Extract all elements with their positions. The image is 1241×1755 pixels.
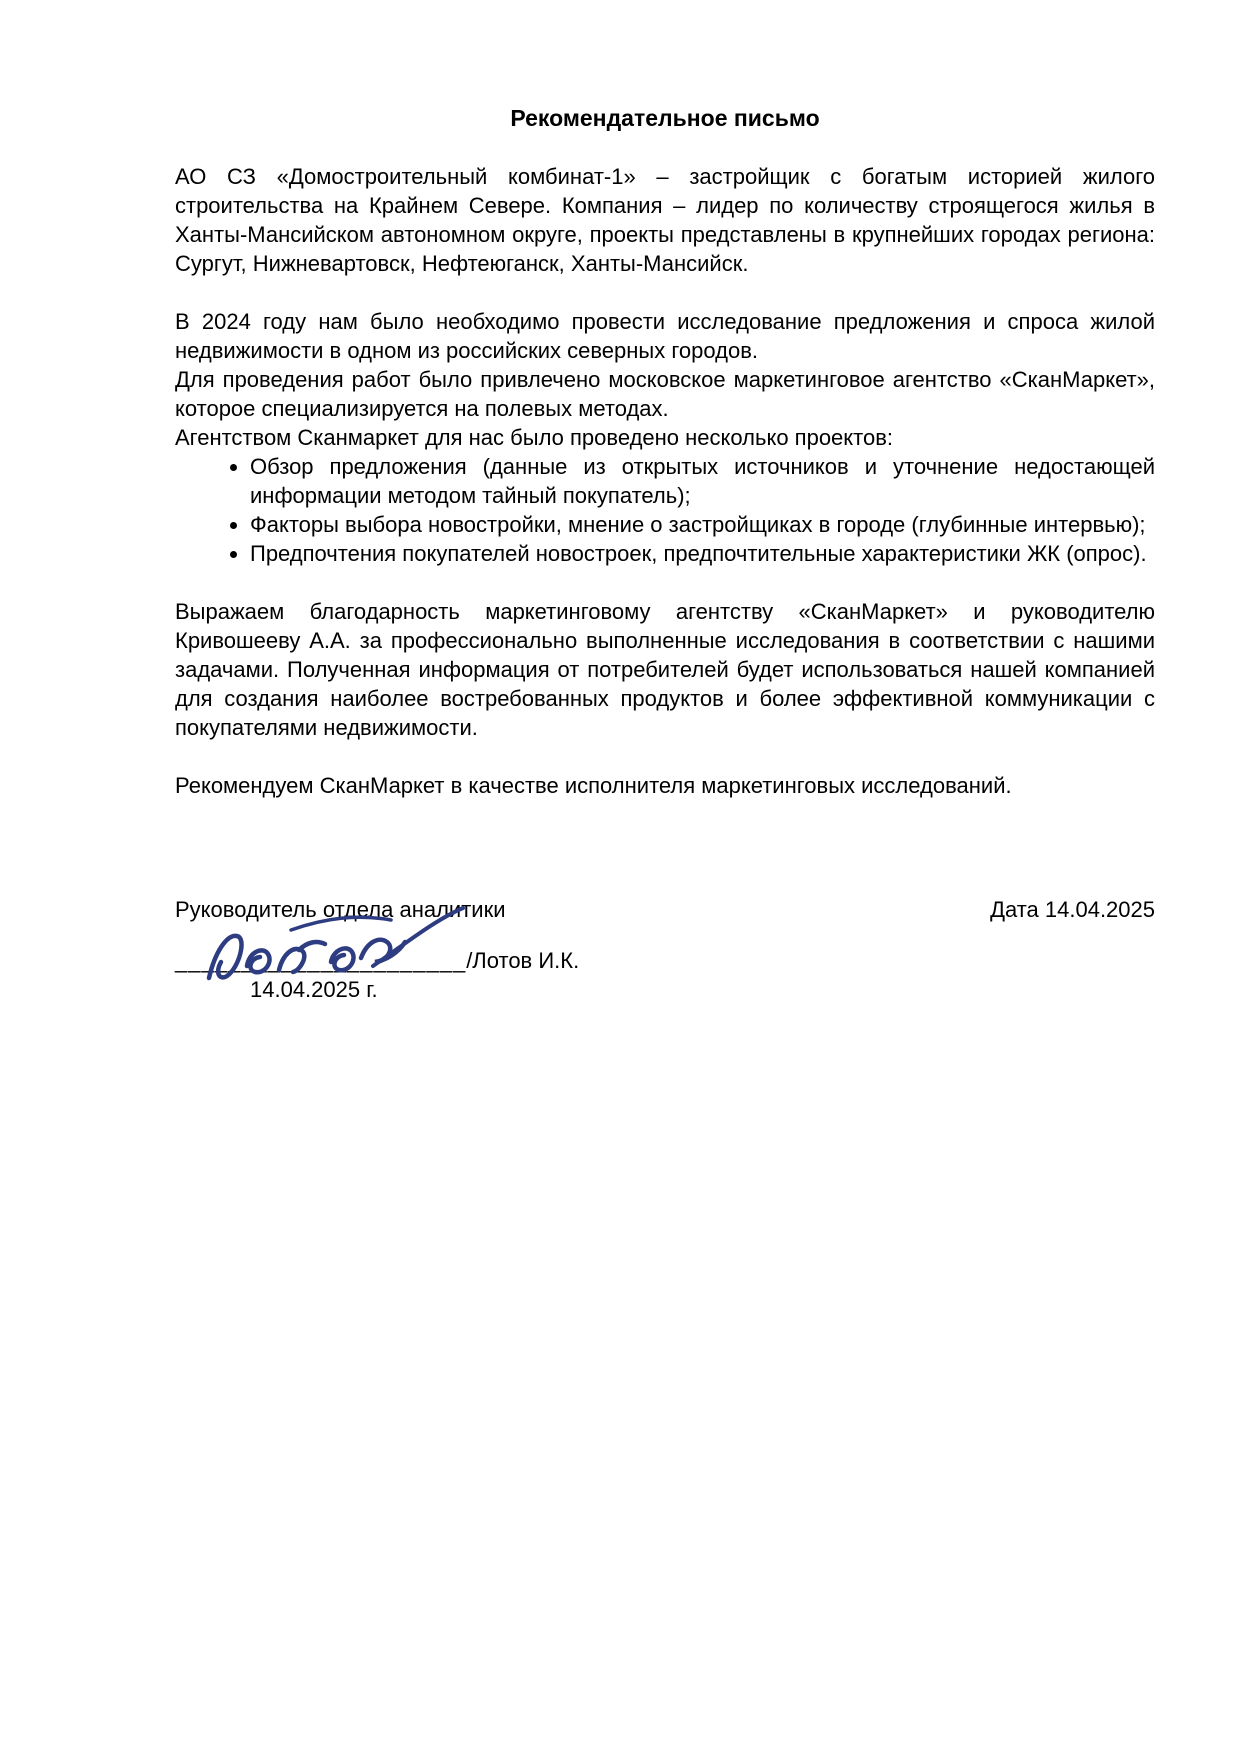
letter-content [175, 104, 1155, 1004]
signer-name: /Лотов И.К. [466, 948, 580, 973]
project-bullet-item: • Факторы выбора новостройки, мнение о застройщиках в городе (глубинные интервью); [250, 510, 1155, 539]
paragraph-spacer [175, 742, 1155, 771]
paragraph-gratitude: Выражаем благодарность маркетинговому агентству «СканМаркет» и руководителю Кривошееву А.А. за профессионально выполненные исследования в соответствии с нашими задачами. Полученная информация от потребителей будет использоваться нашей компанией для создания наиболее востребованных продуктов и более эффективной коммуникации с покупателями недвижимости. [175, 599, 1155, 740]
paragraph-company-intro: АО СЗ «Домостроительный комбинат-1» – застройщик с богатым историей жилого строительства на Крайнем Севере. Компания – лидер по количеству строящегося жилья в Ханты-Мансийском автономном округе, проекты представлены в крупнейших городах региона: Сургут, Нижневартовск, Нефтеюганск, Ханты-Мансийск. [175, 164, 1155, 276]
paragraph-research-need: В 2024 году нам было необходимо провести исследование предложения и спроса жилой недвижимости в одном из российских северных городов. [175, 309, 1155, 363]
project-bullet-list [175, 452, 1155, 568]
project-bullet-item: • Обзор предложения (данные из открытых источников и уточнение недостающей информации методом тайный покупатель); [250, 452, 1155, 510]
paragraph-recommendation: Рекомендуем СканМаркет в качестве исполнителя маркетинговых исследований. [175, 773, 1012, 798]
signature-underline: ______________________ [175, 948, 467, 973]
paragraph-spacer [175, 568, 1155, 597]
signature-date: 14.04.2025 г. [250, 977, 378, 1002]
document-title: Рекомендательное письмо [510, 105, 820, 131]
paragraph-agency-hired: Для проведения работ было привлечено московское маркетинговое агентство «СканМаркет», которое специализируется на полевых методах. [175, 367, 1155, 421]
date-label: Дата 14.04.2025 [990, 897, 1155, 922]
paragraph-spacer [175, 278, 1155, 307]
signer-role: Руководитель отдела аналитики [175, 897, 506, 922]
signature-line-row [175, 946, 1155, 975]
signature-header-row [175, 895, 1155, 924]
project-bullet-item: • Предпочтения покупателей новостроек, предпочтительные характеристики ЖК (опрос). [250, 539, 1155, 568]
paragraph-projects-lead-in: Агентством Сканмаркет для нас было проведено несколько проектов: [175, 425, 894, 450]
